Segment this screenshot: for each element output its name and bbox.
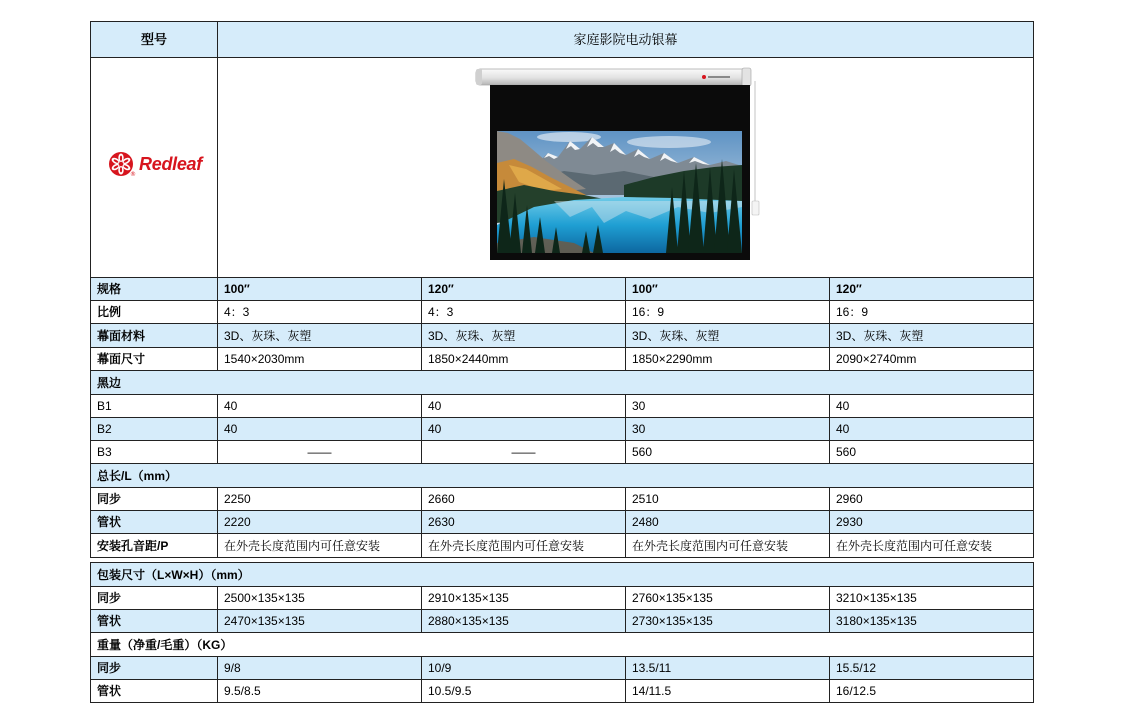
landscape-photo [497,131,742,253]
row-label: 同步 [91,488,218,511]
spec-sheet [90,21,1033,703]
casing-logo-icon [702,75,706,79]
value-cell: 2470×135×135 [218,610,422,633]
value-cell: 2930 [830,511,1034,534]
wall-switch-cord [752,81,759,215]
value-cell: 4：3 [422,301,626,324]
value-cell: 16：9 [830,301,1034,324]
value-cell: 3D、灰珠、灰塑 [830,324,1034,348]
value-cell: 9/8 [218,657,422,680]
row-label: 管状 [91,680,218,703]
value-cell: 2760×135×135 [626,587,830,610]
value-cell: 在外壳长度范围内可任意安装 [422,534,626,558]
section-title: 包装尺寸（L×W×H）（mm） [91,563,1034,587]
row-mounting-hole-spacing [91,534,1034,558]
value-cell: 100″ [218,278,422,301]
row-label: 安装孔音距/P [91,534,218,558]
value-cell: 10.5/9.5 [422,680,626,703]
row-package-tubular [91,610,1034,633]
value-cell: 40 [830,418,1034,441]
row-label: 同步 [91,587,218,610]
product-image-box [218,60,1033,276]
section-title: 黑边 [91,371,1034,395]
brand-logo-cell [91,58,218,278]
row-label: 比例 [91,301,218,324]
row-label: 规格 [91,278,218,301]
value-cell: 在外壳长度范围内可任意安装 [626,534,830,558]
row-label: B1 [91,395,218,418]
value-cell: 1850×2290mm [626,348,830,371]
brand-logo-text: Redleaf [139,153,202,174]
value-cell: 9.5/8.5 [218,680,422,703]
value-cell: 15.5/12 [830,657,1034,680]
value-cell: 40 [422,418,626,441]
value-cell: 40 [830,395,1034,418]
value-cell: 3D、灰珠、灰塑 [422,324,626,348]
value-cell: 560 [626,441,830,464]
value-cell: 2250 [218,488,422,511]
value-cell: 120″ [422,278,626,301]
row-aspect-ratio [91,301,1034,324]
row-size-spec [91,278,1034,301]
value-cell: 16/12.5 [830,680,1034,703]
value-cell: 14/11.5 [626,680,830,703]
value-cell: 120″ [830,278,1034,301]
value-cell: 2730×135×135 [626,610,830,633]
value-cell: 2480 [626,511,830,534]
value-cell: —— [218,441,422,464]
row-b1 [91,395,1034,418]
value-cell: 2220 [218,511,422,534]
row-label: 幕面尺寸 [91,348,218,371]
value-cell: 10/9 [422,657,626,680]
value-cell: 40 [218,418,422,441]
row-weight-tubular [91,680,1034,703]
value-cell: 40 [422,395,626,418]
row-label: 同步 [91,657,218,680]
value-cell: 100″ [626,278,830,301]
model-label: 型号 [91,22,218,58]
value-cell: 2510 [626,488,830,511]
section-weight [91,633,1034,657]
value-cell: 30 [626,418,830,441]
value-cell: 2630 [422,511,626,534]
value-cell: 4：3 [218,301,422,324]
value-cell: 3180×135×135 [830,610,1034,633]
value-cell: 在外壳长度范围内可任意安装 [218,534,422,558]
product-name: 家庭影院电动银幕 [218,22,1034,58]
package-table [90,562,1034,703]
row-label: 管状 [91,511,218,534]
row-label: B2 [91,418,218,441]
row-package-sync [91,587,1034,610]
screen-casing [476,68,751,86]
value-cell: 13.5/11 [626,657,830,680]
value-cell: 2880×135×135 [422,610,626,633]
row-b3 [91,441,1034,464]
section-title: 重量（净重/毛重）（KG） [91,633,1034,657]
row-weight-sync [91,657,1034,680]
row-total-length-tubular [91,511,1034,534]
value-cell: 1850×2440mm [422,348,626,371]
value-cell: 2910×135×135 [422,587,626,610]
header-row [91,22,1034,58]
spec-table [90,21,1034,558]
value-cell: 3D、灰珠、灰塑 [218,324,422,348]
projection-screen-image [474,67,764,267]
value-cell: 2960 [830,488,1034,511]
section-black-border [91,371,1034,395]
value-cell: 40 [218,395,422,418]
value-cell: —— [422,441,626,464]
product-image-cell [218,58,1034,278]
value-cell: 3D、灰珠、灰塑 [626,324,830,348]
row-total-length-sync [91,488,1034,511]
brand-logo-box [91,60,217,276]
value-cell: 2090×2740mm [830,348,1034,371]
value-cell: 3210×135×135 [830,587,1034,610]
section-title: 总长/L（mm） [91,464,1034,488]
value-cell: 30 [626,395,830,418]
row-label: 管状 [91,610,218,633]
row-screen-size [91,348,1034,371]
value-cell: 2660 [422,488,626,511]
value-cell: 16：9 [626,301,830,324]
value-cell: 1540×2030mm [218,348,422,371]
row-b2 [91,418,1034,441]
value-cell: 2500×135×135 [218,587,422,610]
row-screen-material [91,324,1034,348]
row-label: B3 [91,441,218,464]
value-cell: 560 [830,441,1034,464]
value-cell: 在外壳长度范围内可任意安装 [830,534,1034,558]
brand-logo [108,151,202,177]
image-row [91,58,1034,278]
row-label: 幕面材料 [91,324,218,348]
section-package-size [91,563,1034,587]
section-total-length [91,464,1034,488]
registered-mark: ® [130,170,137,178]
